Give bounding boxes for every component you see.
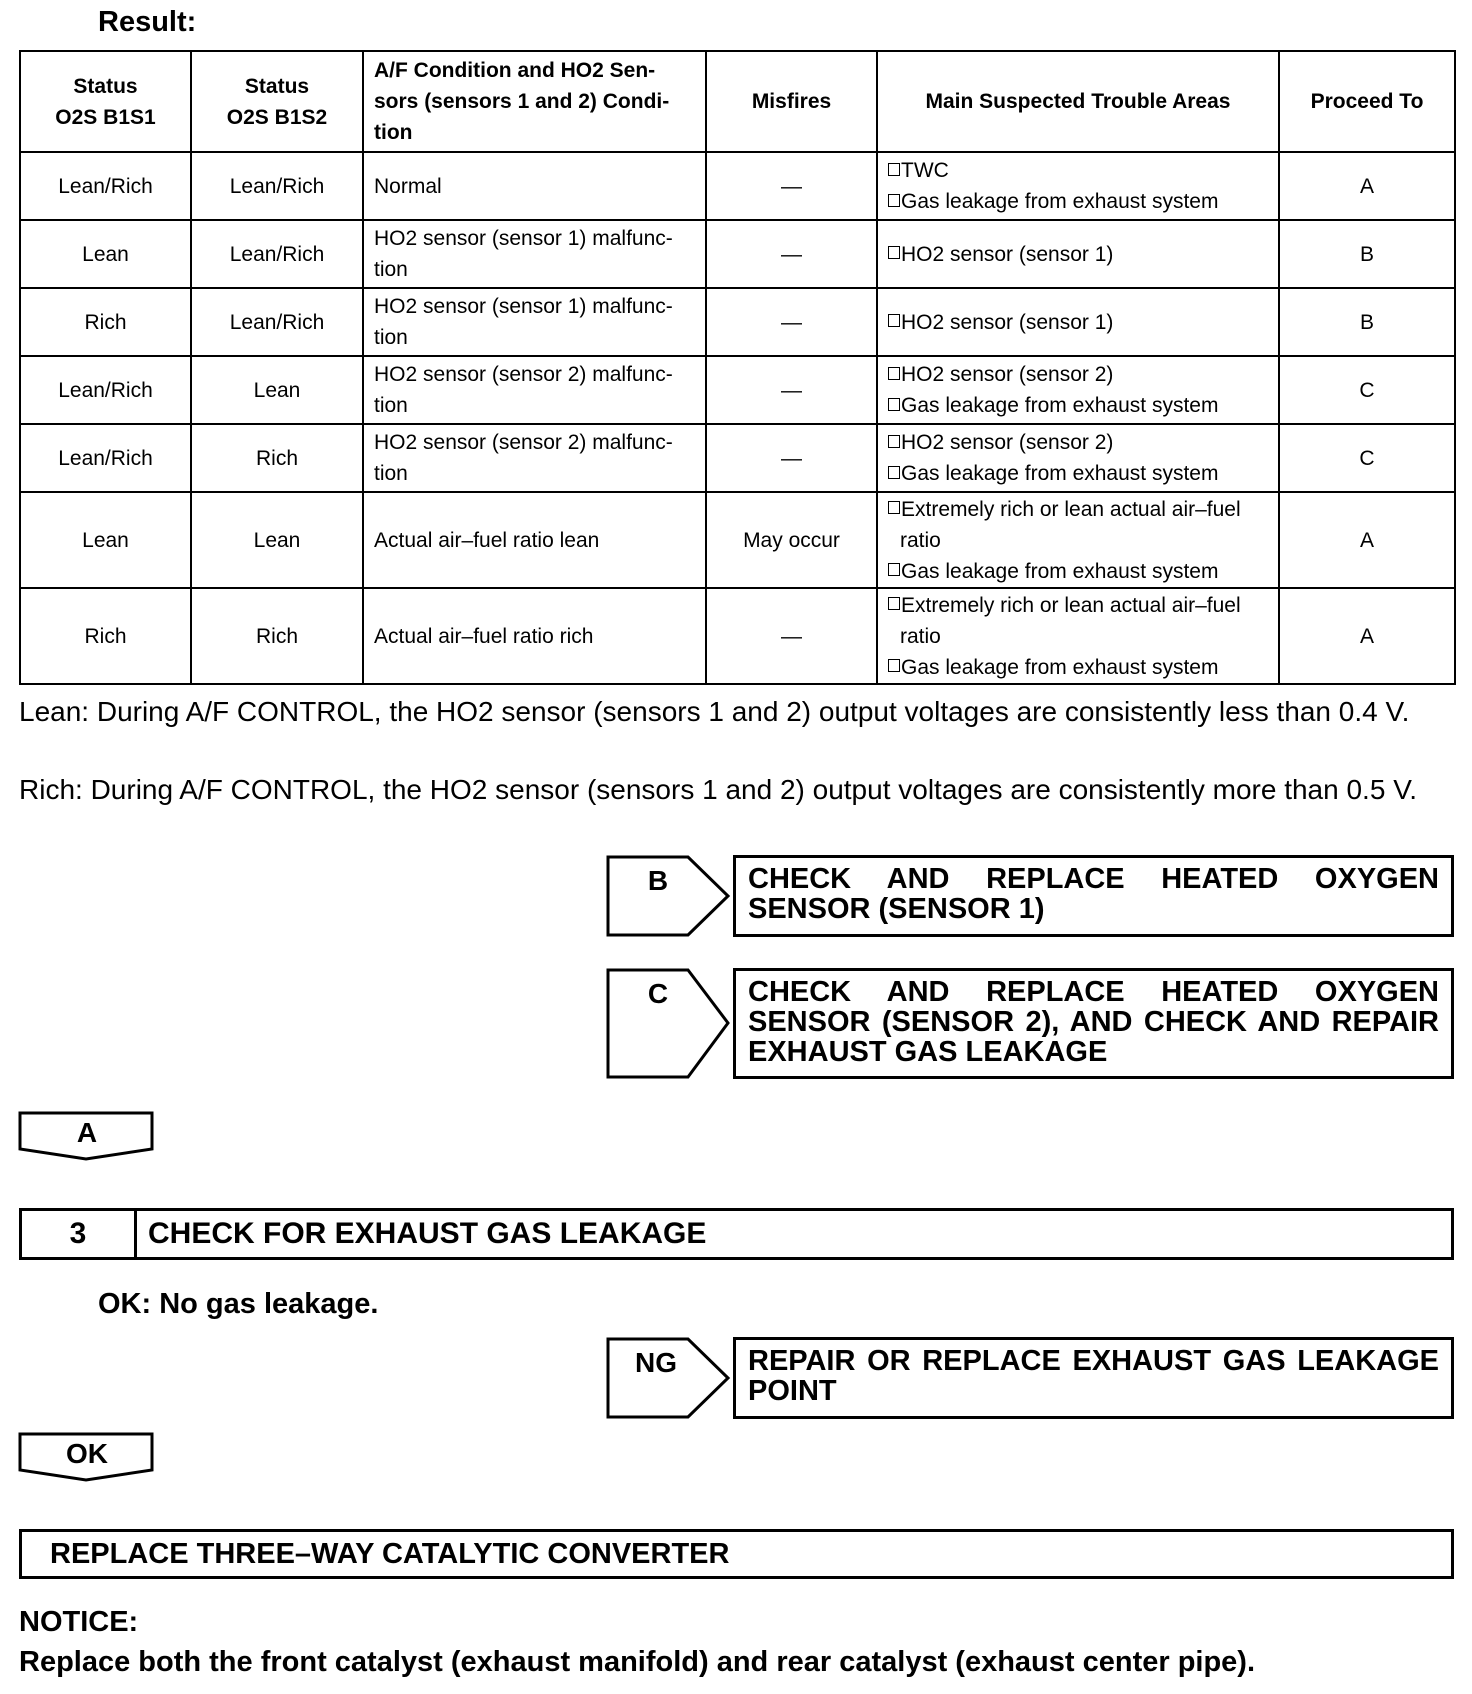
checkbox-bullet-icon: [888, 563, 900, 576]
table-row: [20, 220, 1455, 288]
cell-status-b1s1: Lean/Rich: [20, 152, 191, 220]
checkbox-bullet-icon: [888, 194, 900, 207]
proceed-ok-label: OK: [66, 1438, 108, 1469]
cell-proceed-to: C: [1279, 424, 1455, 492]
table-row: [20, 424, 1455, 492]
header-status-b1s2: Status O2S B1S2: [191, 51, 363, 152]
cell-proceed-to: B: [1279, 220, 1455, 288]
checkbox-bullet-icon: [888, 466, 900, 479]
cell-misfires: May occur: [706, 492, 877, 588]
trouble-area-item: [888, 652, 1268, 683]
header-status-b1s1: Status O2S B1S1: [20, 51, 191, 152]
replace-converter-title: REPLACE THREE–WAY CATALYTIC CONVERTER: [50, 1538, 730, 1570]
flow-c-arrow: [606, 968, 736, 1079]
checkbox-bullet-icon: [888, 246, 900, 259]
replace-converter-box: [19, 1529, 1454, 1579]
trouble-area-text: Extremely rich or lean actual air–fuel: [901, 593, 1241, 617]
flow-b-arrow: [606, 855, 736, 937]
checkbox-bullet-icon: [888, 314, 900, 327]
proceed-ok-tab: [18, 1432, 156, 1482]
cell-status-b1s2: Rich: [191, 588, 363, 684]
checkbox-bullet-icon: [888, 435, 900, 448]
table-header-row: [20, 51, 1455, 152]
cell-trouble-areas: [877, 492, 1279, 588]
cell-trouble-areas: [877, 424, 1279, 492]
cell-status-b1s1: Rich: [20, 588, 191, 684]
cell-af-condition: HO2 sensor (sensor 2) malfunc- tion: [363, 424, 706, 492]
trouble-area-item: [888, 359, 1268, 390]
trouble-area-text: HO2 sensor (sensor 1): [901, 310, 1114, 334]
checkbox-bullet-icon: [888, 398, 900, 411]
cell-status-b1s1: Lean/Rich: [20, 356, 191, 424]
flow-c-letter: C: [647, 978, 669, 1009]
table-row: [20, 288, 1455, 356]
cell-af-condition: HO2 sensor (sensor 1) malfunc- tion: [363, 288, 706, 356]
trouble-area-text: HO2 sensor (sensor 2): [901, 431, 1114, 454]
cell-status-b1s2: Lean/Rich: [191, 152, 363, 220]
result-table-body: [20, 152, 1455, 684]
cell-status-b1s1: Rich: [20, 288, 191, 356]
cell-proceed-to: A: [1279, 588, 1455, 684]
trouble-area-text: ratio: [900, 624, 941, 648]
cell-af-condition: Normal: [363, 152, 706, 220]
ok-criteria: OK: No gas leakage.: [98, 1288, 379, 1320]
trouble-area-item: [888, 239, 1268, 270]
cell-misfires: —: [706, 356, 877, 424]
cell-proceed-to: C: [1279, 356, 1455, 424]
table-row: [20, 152, 1455, 220]
checkbox-bullet-icon: [888, 597, 900, 610]
header-proceed-to: Proceed To: [1279, 51, 1455, 152]
cell-trouble-areas: [877, 288, 1279, 356]
flow-b-action-box: CHECK AND REPLACE HEATED OXYGEN SENSOR (SENSOR 1): [733, 855, 1454, 937]
trouble-area-text: Gas leakage from exhaust system: [901, 559, 1219, 583]
trouble-area-text: Gas leakage from exhaust system: [901, 394, 1219, 417]
step-number: 3: [22, 1211, 137, 1257]
cell-status-b1s1: Lean/Rich: [20, 424, 191, 492]
flow-ng-letter: NG: [635, 1347, 677, 1378]
cell-status-b1s2: Lean: [191, 492, 363, 588]
trouble-area-item: [888, 525, 1268, 556]
trouble-area-item: [888, 458, 1268, 489]
notice-heading: NOTICE:: [19, 1606, 139, 1638]
checkbox-bullet-icon: [888, 163, 900, 176]
flow-c-action-box: CHECK AND REPLACE HEATED OXYGEN SENSOR (SENSOR 2), AND CHECK AND REPAIR EXHAUST GAS LEAKAGE: [733, 968, 1454, 1079]
trouble-area-item: [888, 307, 1268, 338]
proceed-a-tab: [18, 1111, 156, 1161]
proceed-a-label: A: [76, 1117, 98, 1148]
header-misfires: Misfires: [706, 51, 877, 152]
cell-misfires: —: [706, 288, 877, 356]
trouble-area-item: [888, 621, 1268, 652]
flow-b-letter: B: [647, 865, 669, 896]
trouble-area-text: Gas leakage from exhaust system: [901, 190, 1219, 213]
trouble-area-item: [888, 155, 1268, 186]
cell-trouble-areas: [877, 588, 1279, 684]
cell-misfires: —: [706, 220, 877, 288]
trouble-area-item: [888, 427, 1268, 458]
checkbox-bullet-icon: [888, 501, 900, 514]
cell-misfires: —: [706, 152, 877, 220]
checkbox-bullet-icon: [888, 659, 900, 672]
header-af-condition: A/F Condition and HO2 Sen- sors (sensors 1 and 2) Condi- tion: [363, 51, 706, 152]
cell-trouble-areas: [877, 356, 1279, 424]
cell-status-b1s2: Rich: [191, 424, 363, 492]
cell-proceed-to: B: [1279, 288, 1455, 356]
note-lean: Lean: During A/F CONTROL, the HO2 sensor (sensors 1 and 2) output voltages are consistently less than 0.4 V.: [19, 696, 1410, 727]
cell-af-condition: Actual air–fuel ratio lean: [363, 492, 706, 588]
step-3-box: [19, 1208, 1454, 1260]
cell-trouble-areas: [877, 152, 1279, 220]
trouble-area-text: HO2 sensor (sensor 1): [901, 242, 1114, 266]
cell-status-b1s2: Lean: [191, 356, 363, 424]
cell-status-b1s2: Lean/Rich: [191, 220, 363, 288]
cell-status-b1s2: Lean/Rich: [191, 288, 363, 356]
trouble-area-text: Gas leakage from exhaust system: [901, 655, 1219, 679]
cell-proceed-to: A: [1279, 492, 1455, 588]
checkbox-bullet-icon: [888, 367, 900, 380]
cell-misfires: —: [706, 424, 877, 492]
cell-status-b1s1: Lean: [20, 492, 191, 588]
flow-ng-action-box: REPAIR OR REPLACE EXHAUST GAS LEAKAGE POINT: [733, 1337, 1454, 1419]
trouble-area-item: [888, 590, 1268, 621]
cell-af-condition: HO2 sensor (sensor 1) malfunc- tion: [363, 220, 706, 288]
cell-trouble-areas: [877, 220, 1279, 288]
note-rich: Rich: During A/F CONTROL, the HO2 sensor (sensors 1 and 2) output voltages are consistently more than 0.5 V.: [19, 774, 1418, 805]
trouble-area-item: [888, 494, 1268, 525]
trouble-area-text: HO2 sensor (sensor 2): [901, 363, 1114, 386]
flow-ng-arrow: [606, 1337, 736, 1419]
table-row: [20, 588, 1455, 684]
notice-text: Replace both the front catalyst (exhaust manifold) and rear catalyst (exhaust center pipe).: [19, 1646, 1256, 1678]
trouble-area-item: [888, 390, 1268, 421]
cell-status-b1s1: Lean: [20, 220, 191, 288]
result-label: Result:: [98, 6, 197, 38]
step-title: CHECK FOR EXHAUST GAS LEAKAGE: [148, 1217, 707, 1250]
cell-af-condition: HO2 sensor (sensor 2) malfunc- tion: [363, 356, 706, 424]
trouble-area-text: TWC: [901, 159, 949, 182]
result-table: [19, 50, 1456, 685]
trouble-area-text: Gas leakage from exhaust system: [901, 462, 1219, 485]
table-row: [20, 492, 1455, 588]
trouble-area-text: ratio: [900, 528, 941, 552]
cell-proceed-to: A: [1279, 152, 1455, 220]
trouble-area-text: Extremely rich or lean actual air–fuel: [901, 497, 1241, 521]
cell-misfires: —: [706, 588, 877, 684]
cell-af-condition: Actual air–fuel ratio rich: [363, 588, 706, 684]
table-row: [20, 356, 1455, 424]
trouble-area-item: [888, 186, 1268, 217]
header-trouble-areas: Main Suspected Trouble Areas: [877, 51, 1279, 152]
trouble-area-item: [888, 556, 1268, 587]
